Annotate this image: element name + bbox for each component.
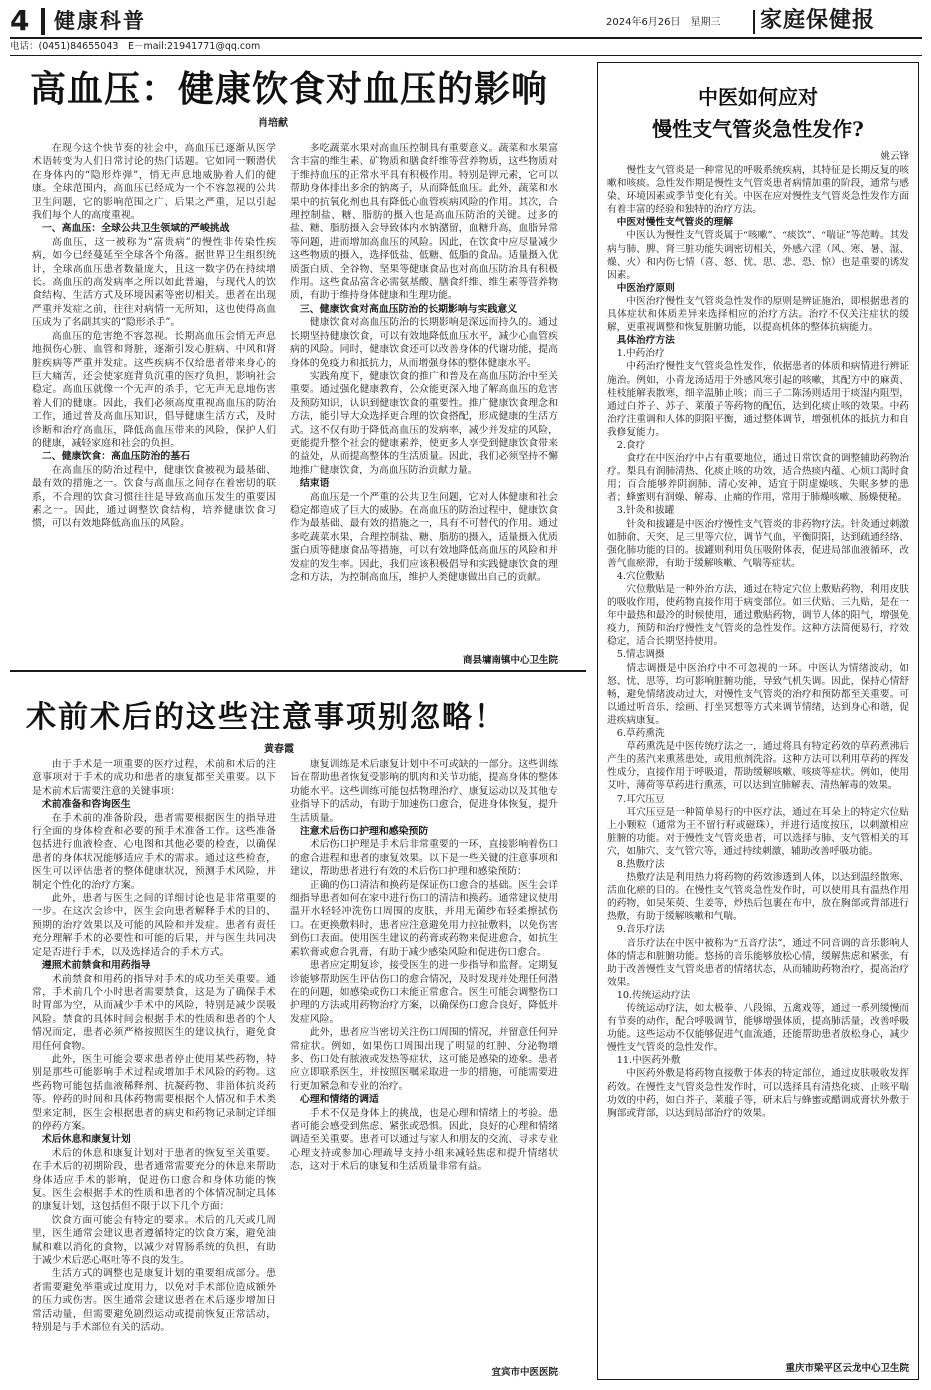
page-number: 4 xyxy=(10,4,30,37)
section-heading: 心理和情绪的调适 xyxy=(299,1094,379,1106)
article-title: 术前术后的这些注意事项别忽略！ xyxy=(26,700,506,735)
paragraph: 高血压，这一被称为“富贵病”的慢性非传染性疾病，如今已经蔓延至全球各个角落。据世界卫生组织统计，全球高血压患者数量庞大，且这一数字仍在持续增长。高血压的高发病率之所以如此普遍，与现代人的饮食结构、生活方式及环境因素等密切相关。患者在出现严重并发症之前，往往对病情一无所知，这也使得高血压成为了名副其实的“隐形杀手”。 xyxy=(32,236,276,329)
paragraph: 患者应定期复诊，接受医生的进一步指导和监督。定期复诊能够帮助医生评估伤口的愈合情况，及时发现并处理任何潜在的问题，如感染或伤口未能正常愈合。医生可能会调整伤口护理的方法或用药物治疗方案，以确保伤口愈合良好，降低并发症风险。 xyxy=(290,960,558,1025)
paragraph: 实践角度下，健康饮食的推广和普及在高血压防治中至关重要。通过强化健康教育，公众能更深入地了解高血压的危害及预防知识，认识到健康饮食的重要性。推广健康饮食理念和方法，能引导大众选择更合理的饮食搭配，形成健康的生活方式。这不仅有助于降低高血压的发病率，减少并发症的风险，更能提升整个社会的健康素养，使更多人享受到健康饮食带来的益处，从而提高整体的生活质量。因此，我们必须坚持不懈地推广健康饮食，为高血压防治贡献力量。 xyxy=(290,370,558,476)
paragraph: 情志调摄是中医治疗中不可忽视的一环。中医认为情绪波动，如怒、忧、思等，均可影响脏腑功能，导致气机失调。因此，保持心情舒畅，避免情绪波动过大，对慢性支气管炎的治疗和预防都至关重要。可以通过听音乐、绘画、打坐冥想等方式来调节情绪，达到身心和谐，促进疾病康复。 xyxy=(607,662,909,726)
header-rule xyxy=(10,55,922,56)
newspaper-name: 家庭保健报 xyxy=(760,7,876,33)
article-signature: 商县墉南镇中心卫生院 xyxy=(462,655,558,666)
paragraph: 康复训练是术后康复计划中不可或缺的一部分。这些训练旨在帮助患者恢复受影响的肌肉和关节功能，提高身体的整体功能水平。这些训练可能包括物理治疗、康复运动以及其他专业指导下的活动，有助于加速伤口愈合，促进身体恢复，提升生活质量。 xyxy=(290,759,558,824)
section-heading: 11.中医药外敷 xyxy=(616,1055,681,1067)
header-divider xyxy=(753,10,755,34)
section-heading: 三、健康饮食对高血压防治的长期影响与实践意义 xyxy=(299,303,518,315)
section-heading: 结束语 xyxy=(299,478,330,490)
paragraph: 食疗在中医治疗中占有重要地位，通过日常饮食的调整辅助药物治疗。梨具有润肺清热、化痰止咳的功效，适合热痰内蕴、心烦口渴时食用；百合能够养阴润肺、清心安神，适宜于阴虚燥咳、失眠多梦的患者；蜂蜜则有润燥、解毒、止痛的作用，常用于肺燥咳嗽、肠燥便秘。 xyxy=(607,453,909,504)
section-heading: 6.草药熏洗 xyxy=(616,728,665,740)
section-heading: 4.穴位敷贴 xyxy=(616,570,665,582)
article-column xyxy=(290,758,558,1364)
paragraph: 热敷疗法是利用热力将药物的药效渗透到人体，以达到温经散寒、活血化瘀的目的。在慢性支气管炎急性发作时，可以使用具有温热作用的药物，如吴茱萸、生姜等，炒热后包裹在布中，放在胸部或背部进行热敷，有助于缓解咳嗽和气喘。 xyxy=(607,872,909,923)
article-separator xyxy=(10,670,586,672)
paragraph: 音乐疗法在中医中被称为“五音疗法”，通过不同音调的音乐影响人体的情志和脏腑功能。悠扬的音乐能够放松心情，缓解焦虑和紧张，有助于改善慢性支气管炎患者的情绪状态，从而辅助药物治疗，提高治疗效果。 xyxy=(607,937,909,988)
paragraph: 高血压的危害绝不容忽视。长期高血压会悄无声息地损伤心脏、血管和肾脏，逐渐引发心脏病、中风和肾脏疾病等严重并发症。这些疾病不仅给患者带来身心的巨大痛苦，还会使家庭背负沉重的医疗负担，影响社会稳定。高血压就像一个无声的杀手，它无声无息地伤害着人们的健康。因此，我们必须高度重视高血压的防治工作，通过普及高血压知识，倡导健康生活方式，及时诊断和治疗高血压，降低高血压带来的风险，保护人们的健康，减轻家庭和社会的负担。 xyxy=(32,330,276,449)
paragraph: 中药治疗慢性支气管炎急性发作，依据患者的体质和病情进行辨证施治。例如，小青龙汤适用于外感风寒引起的咳嗽，其配方中的麻黄、桂枝能解表散寒，细辛温肺止咳；而三子二陈汤则适用于痰湿内阻型，通过白芥子、苏子、莱菔子等药物的配伍，达到化痰止咳的效果。中药治疗注重调和人体的阴阳平衡，通过整体调节，增强机体的抵抗力和自我修复能力。 xyxy=(607,361,909,438)
article-column xyxy=(607,164,909,1344)
paragraph: 中医药外敷是将药物直接敷于体表的特定部位，通过皮肤吸收发挥药效。在慢性支气管炎急性发作时，可以选择具有清热化痰、止咳平喘功效的中药，如白芥子、莱菔子等，研末后与蜂蜜或醋调成膏状外敷于胸部或背部，以达到局部治疗的效果。 xyxy=(607,1068,909,1119)
section-heading: 7.耳穴压豆 xyxy=(616,793,665,805)
section-heading: 中医治疗原则 xyxy=(616,282,675,294)
paragraph: 草药熏洗是中医传统疗法之一，通过将具有特定药效的草药煮沸后产生的蒸汽来熏蒸患处，或用煎剂洗浴。这种方法可以利用草药的挥发性成分，直接作用于呼吸道，帮助缓解咳嗽、咳痰等症状。例如，使用艾叶、薄荷等草药进行熏蒸，可以达到宣肺解表、清热解毒的效果。 xyxy=(607,741,909,792)
contact-line: 电话：(0451)84655043 E－mail:21941771@qq.com xyxy=(10,41,261,52)
section-heading: 2.食疗 xyxy=(616,439,646,451)
article-title: 高血压：健康饮食对血压的影响 xyxy=(30,68,549,110)
article-column xyxy=(290,142,558,654)
paragraph: 中医治疗慢性支气管炎急性发作的原则是辨证施治，即根据患者的具体症状和体质差异来选择相应的治疗方法。治疗不仅关注症状的缓解，更重视调整和恢复脏腑功能，以提高机体的整体抗病能力。 xyxy=(607,295,909,334)
section-heading: 遵照术前禁食和用药指导 xyxy=(41,960,151,972)
header-divider xyxy=(41,8,45,35)
section-name: 健康科普 xyxy=(54,8,146,33)
article-column xyxy=(32,758,276,1380)
header-rule xyxy=(10,37,922,39)
article-column xyxy=(32,142,276,662)
section-heading: 术后休息和康复计划 xyxy=(41,1134,131,1146)
paragraph: 在高血压的防治过程中，健康饮食被视为最基础、最有效的措施之一。饮食与高血压之间存在着密切的联系，不合理的饮食习惯往往是导致高血压发生的重要因素之一。因此，通过调整饮食结构，培养健康饮食习惯，可以有效地降低高血压的风险。 xyxy=(32,464,276,530)
paragraph: 正确的伤口清洁和换药是保证伤口愈合的基础。医生会详细指导患者如何在家中进行伤口的清洁和换药。通常建议使用温开水轻轻冲洗伤口周围的皮肤，并用无菌纱布轻柔擦拭伤口。在更换敷料时，患者应注意避免用力拉扯敷料，以免伤害到伤口表面。使用医生建议的药膏或药物来促进愈合，如抗生素软膏或愈合乳膏，有助于减少感染风险和促进伤口愈合。 xyxy=(290,879,558,958)
paragraph: 此外，患者与医生之间的详细讨论也是非常重要的一步。在这次会诊中，医生会向患者解释手术的目的、预期的治疗效果以及可能的风险和并发症。患者有责任充分理解手术的必要性和可能的后果，并与医生共同决定是否进行手术，以及选择适合的手术方式。 xyxy=(32,893,276,958)
paragraph: 在现今这个快节奏的社会中，高血压已逐渐从医学术语转变为人们日常讨论的热门话题。它如同一颗潜伏在身体内的“隐形炸弹”，悄无声息地威胁着人们的健康。全球范围内，高血压已经成为一个不容忽视的公共卫生问题，它的影响范围之广、后果之严重，足以引起我们每个人的高度重视。 xyxy=(32,143,276,222)
paragraph: 术后伤口护理是手术后非常重要的一环，直接影响着伤口的愈合进程和患者的康复效果。以下是一些关键的注意事项和建议，帮助患者进行有效的术后伤口护理和感染预防： xyxy=(290,839,558,878)
paragraph: 多吃蔬菜水果对高血压控制具有重要意义。蔬菜和水果富含丰富的维生素、矿物质和膳食纤维等营养物质，这些物质对于维持血压的正常水平具有积极作用。特别是钾元素，它可以帮助身体排出多余的钠离子，从而降低血压。此外，蔬菜和水果中的抗氧化剂也具有降低心血管疾病风险的作用。其次，合理控制盐、糖、脂肪的摄入也是高血压防治的关键。过多的盐、糖、脂肪摄入会导致体内水钠潴留，血糖升高，血脂异常等问题，进而增加高血压的风险。因此，在饮食中应尽量减少这些物质的摄入，选择低盐、低糖、低脂的食品。适量摄入优质蛋白质、全谷物、坚果等健康食品也对高血压防治具有积极作用。这些食品富含必需氨基酸、膳食纤维、维生素等营养物质，有助于维持身体健康和生理功能。 xyxy=(290,143,558,302)
paragraph: 生活方式的调整也是康复计划的重要组成部分。患者需要避免举重或过度用力，以免对手术部位造成额外的压力或伤害。医生通常会建议患者在术后逐步增加日常活动量，但需要避免剧烈运动或提前恢复正常活动，特别是与手术部位有关的活动。 xyxy=(32,1268,276,1334)
issue-date: 2024年6月26日 星期三 xyxy=(606,17,721,28)
section-heading: 注意术后伤口护理和感染预防 xyxy=(299,826,429,838)
section-heading: 8.热敷疗法 xyxy=(616,858,665,870)
paragraph: 高血压是一个严重的公共卫生问题，它对人体健康和社会稳定都造成了巨大的威胁。在高血压的防治过程中，健康饮食作为最基础、最有效的措施之一，具有不可替代的作用。通过多吃蔬菜水果，合理控制盐、糖、脂肪的摄入，适量摄入优质蛋白质等健康食品等措施，可以有效地降低高血压的风险和并发症的发生率。因此，我们应该积极倡导和实践健康饮食的理念和方法，为控制高血压，维护人类健康做出自己的贡献。 xyxy=(290,491,558,583)
section-heading: 9.音乐疗法 xyxy=(616,924,665,936)
section-heading: 10.传统运动疗法 xyxy=(616,989,691,1001)
paragraph: 穴位敷贴是一种外治方法，通过在特定穴位上敷贴药物，利用皮肤的吸收作用，使药物直接作用于病变部位。如三伏贴、三九贴，是在一年中最热和最冷的时候使用，通过敷贴药物，调节人体的阳气，增强免疫力，预防和治疗慢性支气管炎的急性发作。这种方法简便易行，疗效稳定，适合长期坚持使用。 xyxy=(607,584,909,648)
paragraph: 耳穴压豆是一种简单易行的中医疗法，通过在耳朵上的特定穴位贴上小颗粒（通常为王不留行籽或磁珠），并进行适度按压，以刺激相应脏腑的功能。对于慢性支气管炎患者，可以选择与肺、支气管相关的耳穴，如肺穴、支气管穴等，通过持续刺激，辅助改善呼吸功能。 xyxy=(607,806,909,857)
paragraph: 传统运动疗法，如太极拳、八段锦、五禽戏等，通过一系列缓慢而有节奏的动作，配合呼吸调节，能够增强体质，提高肺活量，改善呼吸功能。这些运动不仅能够促进气血流通，还能帮助患者放松身心，减少慢性支气管炎的急性发作。 xyxy=(607,1003,909,1054)
paragraph: 在手术前的准备阶段，患者需要根据医生的指导进行全面的身体检查和必要的预手术准备工作。这些准备包括进行血液检查、心电图和其他必要的检查，以确保患者的身体状况能够适应手术的需求。通过这些检查，医生可以评估患者的整体健康状况，预测手术风险，并制定个性化的治疗方案。 xyxy=(32,812,276,891)
paragraph: 慢性支气管炎是一种常见的呼吸系统疾病，其特征是长期反复的咳嗽和咳痰。急性发作期是慢性支气管炎患者病情加重的阶段，通常与感染、环境因素或季节变化有关。中医在应对慢性支气管炎急性发作方面有着丰富的经验和独特的治疗方法。 xyxy=(607,165,909,216)
paragraph: 术后的休息和康复计划对于患者的恢复至关重要。在手术后的初期阶段，患者通常需要充分的休息来帮助身体适应手术的影响，促进伤口愈合和身体功能的恢复。医生会根据手术的性质和患者的个体情况制定具体的康复计划，这包括但不限于以下几个方面： xyxy=(32,1147,276,1213)
paragraph: 此外，医生可能会要求患者停止使用某些药物，特别是那些可能影响手术过程或增加手术风险的药物。这些药物可能包括血液稀释剂、抗凝药物、非甾体抗炎药等。停药的时间和具体药物需要根据个人情况和手术类型来定制，医生会根据患者的病史和药物记录制定详细的停药方案。 xyxy=(32,1053,276,1132)
paragraph: 此外，患者应当密切关注伤口周围的情况，并留意任何异常症状。例如，如果伤口周围出现了明显的红肿、分泌物增多、伤口处有脓液或发热等症状，这可能是感染的迹象。患者应立即联系医生，并按照医嘱采取进一步的措施，可能需要进行更加紧急和专业的治疗。 xyxy=(290,1027,558,1092)
article-author: 肖培献 xyxy=(258,118,288,129)
article-title-line: 慢性支气管炎急性发作? xyxy=(652,117,864,141)
section-heading: 具体治疗方法 xyxy=(616,335,675,347)
article-signature: 重庆市梁平区云龙中心卫生院 xyxy=(785,1363,909,1374)
article-signature: 宜宾市中医医院 xyxy=(491,1367,558,1378)
article-author: 姚云锋 xyxy=(880,151,909,162)
section-heading: 二、健康饮食：高血压防治的基石 xyxy=(41,451,191,463)
paragraph: 手术不仅是身体上的挑战，也是心理和情绪上的考验。患者可能会感受到焦虑、紧张或恐惧。因此，良好的心理和情绪调适至关重要。患者可以通过与家人和朋友的交流、寻求专业心理支持或参加心理疏导支持小组来减轻焦虑和提升情绪状态，这对于术后的康复和生活质量非常有益。 xyxy=(290,1107,558,1173)
section-heading: 一、高血压：全球公共卫生领域的严峻挑战 xyxy=(41,223,230,235)
paragraph: 中医认为慢性支气管炎属于“咳嗽”、“痰饮”、“喘证”等范畴。其发病与肺、脾、肾三脏功能失调密切相关，外感六淫（风、寒、暑、湿、燥、火）和内伤七情（喜、怒、忧、思、悲、恐、惊）也是重要的诱发因素。 xyxy=(607,230,909,281)
paragraph: 术前禁食和用药的指导对手术的成功至关重要。通常，手术前几个小时患者需要禁食，这是为了确保手术时胃部为空，从而减少手术中的风险，特别是减少误吸风险。禁食的具体时间会根据手术的性质和患者的个人情况而定，患者必须严格按照医生的建议执行，避免食用任何食物。 xyxy=(32,973,276,1052)
section-heading: 5.情志调摄 xyxy=(616,649,665,661)
paragraph: 由于手术是一项重要的医疗过程，术前和术后的注意事项对于手术的成功和患者的康复都至关重要。以下是术前术后需要注意的关键事项： xyxy=(32,759,276,797)
paragraph: 健康饮食对高血压防治的长期影响是深远而持久的。通过长期坚持健康饮食，可以有效地降低血压水平，减少心血管疾病的风险。同时，健康饮食还可以改善身体的代谢功能，提高身体的免疫力和抵抗力，从而增强身体的整体健康水平。 xyxy=(290,317,558,369)
section-heading: 中医对慢性支气管炎的理解 xyxy=(616,217,733,229)
article-title-line: 中医如何应对 xyxy=(698,85,818,109)
section-heading: 术前准备和咨询医生 xyxy=(41,799,131,811)
paragraph: 针灸和拔罐是中医治疗慢性支气管炎的非药物疗法。针灸通过刺激如肺俞、天突、足三里等穴位，调节气血，平衡阴阳，达到疏通经络、强化肺功能的目的。拔罐则利用负压吸附体表，促进局部血液循环，改善气血瘀滞，有助于缓解咳嗽、气喘等症状。 xyxy=(607,518,909,569)
paragraph: 饮食方面可能会有特定的要求。术后的几天或几周里，医生通常会建议患者遵循特定的饮食方案，避免油腻和难以消化的食物，以减少对胃肠系统的负担，有助于减少术后恶心呕吐等不良的发生。 xyxy=(32,1214,276,1267)
article-author: 黄春霞 xyxy=(264,744,294,755)
section-heading: 3.针灸和拔罐 xyxy=(616,505,675,517)
section-heading: 1.中药治疗 xyxy=(616,348,665,360)
